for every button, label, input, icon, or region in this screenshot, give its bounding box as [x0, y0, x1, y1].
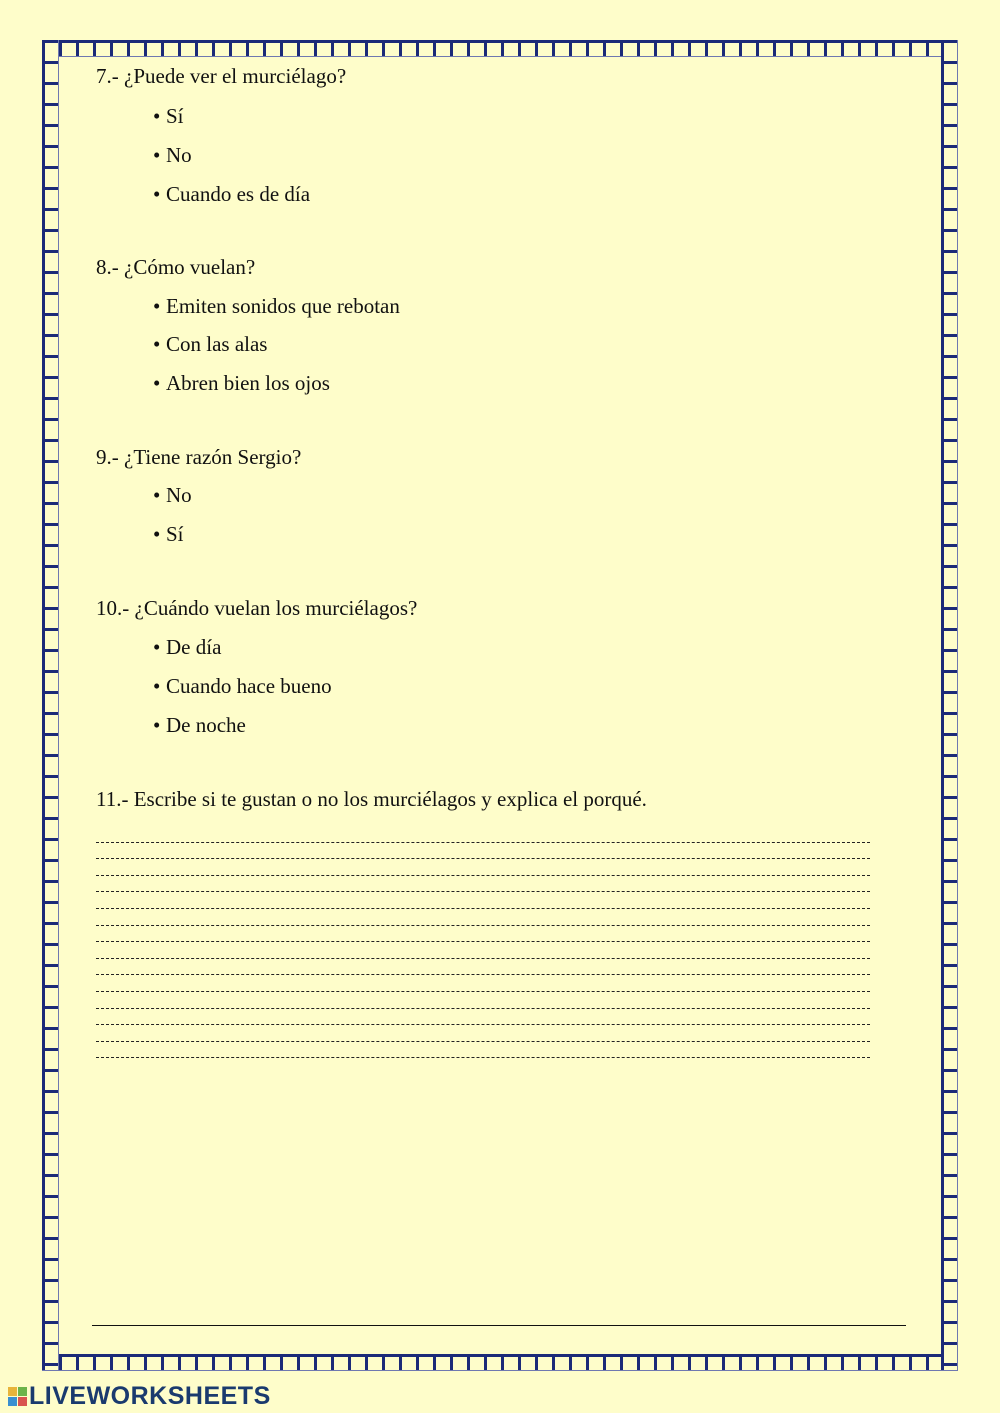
question-9-option-1[interactable]: • No	[153, 483, 192, 507]
liveworksheets-logo-icon	[8, 1387, 27, 1406]
question-11: 11.- Escribe si te gustan o no los murciélagos y explica el porqué.	[96, 787, 647, 811]
answer-line[interactable]	[96, 992, 870, 1009]
liveworksheets-logo	[8, 1383, 271, 1409]
answer-line[interactable]	[96, 959, 870, 976]
decorative-border-bottom	[42, 1354, 958, 1371]
decorative-border-top	[42, 40, 958, 57]
question-9: 9.- ¿Tiene razón Sergio?	[96, 445, 302, 469]
logo-text: LIVEWORKSHEETS	[29, 1381, 271, 1410]
answer-line[interactable]	[96, 1025, 870, 1042]
question-9-option-2[interactable]: • Sí	[153, 522, 184, 546]
answer-line[interactable]	[96, 926, 870, 943]
answer-line[interactable]	[96, 843, 870, 860]
question-10-option-2[interactable]: • Cuando hace bueno	[153, 674, 332, 698]
answer-line[interactable]	[96, 876, 870, 893]
question-10: 10.- ¿Cuándo vuelan los murciélagos?	[96, 596, 418, 620]
question-7: 7.- ¿Puede ver el murciélago?	[96, 64, 347, 88]
answer-line[interactable]	[96, 909, 870, 926]
decorative-border-left	[42, 40, 59, 1370]
question-10-option-3[interactable]: • De noche	[153, 713, 246, 737]
answer-line[interactable]	[96, 859, 870, 876]
answer-line[interactable]	[96, 892, 870, 909]
answer-line[interactable]	[96, 1009, 870, 1026]
question-7-option-3[interactable]: • Cuando es de día	[153, 182, 311, 206]
question-8: 8.- ¿Cómo vuelan?	[96, 255, 256, 279]
answer-line[interactable]	[96, 942, 870, 959]
answer-line[interactable]	[96, 975, 870, 992]
answer-line[interactable]	[96, 826, 870, 843]
decorative-border-right	[941, 40, 958, 1370]
question-7-option-1[interactable]: • Sí	[153, 104, 184, 128]
question-10-option-1[interactable]: • De día	[153, 635, 222, 659]
bottom-rule	[92, 1325, 906, 1326]
question-7-option-2[interactable]: • No	[153, 143, 192, 167]
answer-writing-area[interactable]	[96, 826, 870, 1058]
question-8-option-3[interactable]: • Abren bien los ojos	[153, 371, 330, 395]
answer-line[interactable]	[96, 1042, 870, 1059]
question-8-option-2[interactable]: • Con las alas	[153, 332, 268, 356]
question-8-option-1[interactable]: • Emiten sonidos que rebotan	[153, 294, 400, 318]
